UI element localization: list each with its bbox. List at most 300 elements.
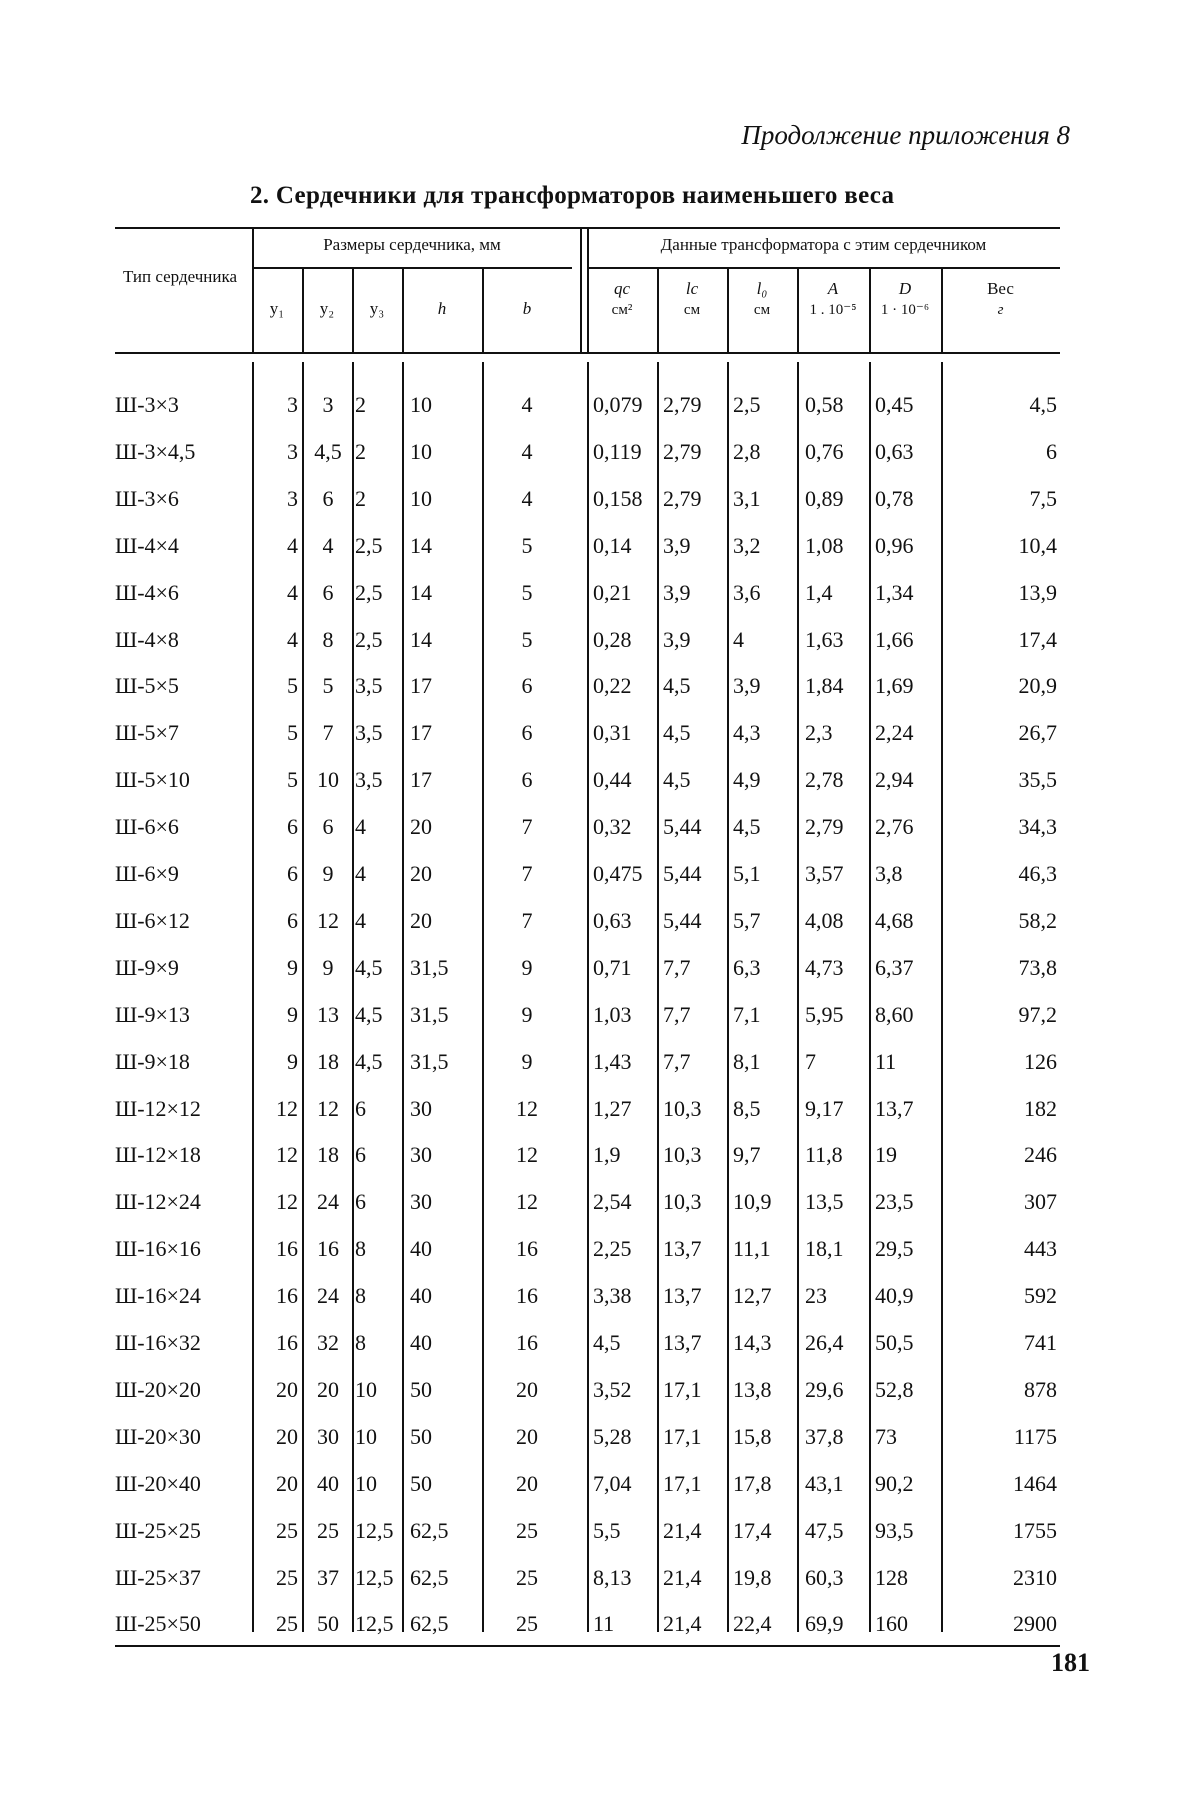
header-vrule	[587, 227, 589, 352]
header-y3: у₃	[369, 299, 385, 318]
table-cell-type: Ш-5×10	[115, 767, 190, 793]
header-D-unit: 1 · 10⁻⁶	[880, 301, 930, 318]
table-cell-type: Ш-6×9	[115, 861, 179, 886]
header-vrule	[727, 267, 729, 352]
table-cell-b: 7	[521, 907, 533, 933]
dims-group-rule	[252, 267, 572, 269]
table-cell-qc: 0,44	[593, 767, 632, 793]
table-cell-A: 13,5	[805, 1189, 844, 1215]
table-cell-lc: 10,3	[663, 1095, 702, 1121]
data-table	[115, 227, 1075, 1647]
table-cell-D: 19	[875, 1142, 897, 1168]
table-cell-h: 10	[410, 438, 432, 464]
table-cell-A: 11,8	[805, 1142, 843, 1168]
table-cell-lc: 2,79	[663, 438, 702, 464]
table-cell-type: Ш-20×40	[115, 1470, 201, 1496]
table-cell-weight: 4,5	[1029, 392, 1057, 417]
table-cell-b: 16	[516, 1283, 538, 1309]
table-cell-b: 20	[516, 1376, 538, 1402]
table-cell-l0: 3,1	[733, 485, 761, 511]
table-cell-y2: 8	[322, 626, 334, 652]
table-cell-l0: 2,5	[733, 392, 761, 417]
table-cell-h: 50	[410, 1470, 432, 1496]
table-cell-y3: 10	[355, 1470, 377, 1496]
table-cell-A: 1,4	[805, 579, 833, 605]
header-h-label: h	[437, 299, 447, 318]
table-cell-y2: 4	[322, 532, 334, 558]
table-cell-y2: 3	[322, 392, 334, 417]
table-cell-l0: 6,3	[733, 954, 761, 980]
table-cell-type: Ш-3×6	[115, 485, 179, 511]
table-cell-lc: 7,7	[663, 1001, 691, 1027]
table-cell-y3: 4	[355, 907, 366, 933]
table-cell-type: Ш-20×30	[115, 1423, 201, 1449]
table-cell-b: 20	[516, 1470, 538, 1496]
header-vrule	[352, 267, 354, 352]
table-cell-y1: 12	[276, 1142, 298, 1168]
table-cell-h: 10	[410, 485, 432, 511]
table-cell-y2: 18	[317, 1142, 339, 1168]
body-vrule	[869, 362, 871, 1632]
table-cell-D: 6,37	[875, 954, 914, 980]
table-cell-h: 31,5	[410, 1001, 449, 1027]
table-cell-l0: 10,9	[733, 1189, 772, 1215]
table-cell-y1: 12	[276, 1189, 298, 1215]
table-cell-y2: 10	[317, 767, 339, 793]
table-cell-qc: 1,9	[593, 1142, 621, 1168]
table-cell-b: 7	[521, 814, 533, 840]
header-lc-unit: см	[683, 301, 701, 318]
table-cell-lc: 4,5	[663, 720, 691, 746]
table-cell-A: 0,76	[805, 438, 844, 464]
page-number: 181	[1051, 1648, 1090, 1677]
table-cell-qc: 5,28	[593, 1423, 632, 1449]
table-cell-b: 9	[521, 1048, 533, 1074]
table-cell-lc: 13,7	[663, 1236, 702, 1262]
table-cell-y3: 4,5	[355, 954, 383, 980]
body-vrule	[352, 362, 354, 1632]
table-cell-A: 2,3	[805, 720, 833, 746]
table-cell-type: Ш-16×32	[115, 1330, 201, 1355]
table-cell-h: 17	[410, 720, 432, 746]
table-cell-lc: 17,1	[663, 1470, 702, 1496]
table-cell-h: 62,5	[410, 1611, 449, 1637]
table-cell-b: 12	[516, 1142, 538, 1168]
header-group-dimensions: Размеры сердечника, мм	[323, 235, 501, 254]
table-cell-lc: 2,79	[663, 392, 702, 417]
table-cell-l0: 5,7	[733, 907, 761, 933]
table-cell-h: 31,5	[410, 1048, 449, 1074]
table-cell-y1: 25	[276, 1517, 298, 1543]
table-cell-weight: 46,3	[1018, 861, 1057, 886]
table-cell-qc: 0,14	[593, 532, 632, 558]
table-cell-D: 0,78	[875, 485, 914, 511]
table-cell-weight: 58,2	[1018, 907, 1057, 933]
table-cell-h: 14	[410, 579, 432, 605]
table-cell-b: 16	[516, 1330, 538, 1355]
table-cell-y1: 4	[287, 626, 298, 652]
table-cell-A: 5,95	[805, 1001, 844, 1027]
table-cell-l0: 3,2	[733, 532, 761, 558]
table-cell-l0: 8,5	[733, 1095, 761, 1121]
table-cell-A: 37,8	[805, 1423, 844, 1449]
table-cell-y3: 2,5	[355, 626, 383, 652]
table-cell-weight: 126	[1024, 1048, 1057, 1074]
table-cell-y3: 6	[355, 1189, 366, 1215]
table-cell-h: 10	[410, 392, 432, 417]
table-cell-qc: 1,03	[593, 1001, 632, 1027]
table-cell-y2: 30	[317, 1423, 339, 1449]
table-cell-D: 0,96	[875, 532, 914, 558]
table-cell-y2: 9	[322, 954, 334, 980]
header-y1: у₁	[269, 299, 285, 318]
table-cell-y2: 32	[317, 1330, 339, 1355]
table-cell-D: 2,76	[875, 814, 914, 840]
header-l0-symbol: l₀	[756, 279, 768, 298]
table-cell-y3: 4	[355, 861, 366, 886]
table-cell-y2: 40	[317, 1470, 339, 1496]
table-cell-y2: 13	[317, 1001, 339, 1027]
table-cell-y2: 4,5	[314, 438, 342, 464]
header-vrule	[869, 267, 871, 352]
table-cell-weight: 182	[1024, 1095, 1057, 1121]
table-cell-qc: 0,22	[593, 673, 632, 699]
table-cell-D: 160	[875, 1611, 908, 1637]
table-cell-b: 6	[521, 767, 533, 793]
table-cell-y1: 4	[287, 532, 298, 558]
table-cell-l0: 13,8	[733, 1376, 772, 1402]
table-cell-l0: 4,9	[733, 767, 761, 793]
table-cell-y1: 3	[287, 392, 298, 417]
table-cell-l0: 2,8	[733, 438, 761, 464]
table-cell-h: 50	[410, 1376, 432, 1402]
table-cell-y3: 4	[355, 814, 366, 840]
table-cell-h: 40	[410, 1283, 432, 1309]
table-cell-qc: 5,5	[593, 1517, 621, 1543]
table-cell-type: Ш-12×18	[115, 1142, 201, 1168]
table-cell-qc: 3,52	[593, 1376, 632, 1402]
table-cell-qc: 8,13	[593, 1564, 632, 1590]
header-vrule	[657, 267, 659, 352]
table-cell-A: 2,78	[805, 767, 844, 793]
table-cell-y1: 6	[287, 814, 298, 840]
table-cell-lc: 10,3	[663, 1142, 702, 1168]
table-cell-b: 9	[521, 1001, 533, 1027]
table-cell-qc: 2,54	[593, 1189, 632, 1215]
table-cell-y2: 12	[317, 1095, 339, 1121]
table-cell-lc: 13,7	[663, 1283, 702, 1309]
table-cell-type: Ш-25×25	[115, 1517, 201, 1543]
table-cell-b: 4	[521, 438, 533, 464]
table-cell-D: 4,68	[875, 907, 914, 933]
table-cell-h: 20	[410, 861, 432, 886]
table-cell-qc: 1,43	[593, 1048, 632, 1074]
table-cell-l0: 17,4	[733, 1517, 772, 1543]
table-cell-y1: 5	[287, 767, 298, 793]
table-cell-weight: 6	[1046, 438, 1057, 464]
table-cell-type: Ш-25×50	[115, 1611, 201, 1637]
table-cell-weight: 307	[1024, 1189, 1057, 1215]
table-cell-lc: 5,44	[663, 814, 702, 840]
header-b-label: b	[522, 299, 532, 318]
table-cell-qc: 0,158	[593, 485, 643, 511]
table-cell-b: 4	[521, 485, 533, 511]
table-cell-y1: 16	[276, 1283, 298, 1309]
table-cell-b: 5	[521, 626, 533, 652]
header-vrule	[941, 267, 943, 352]
table-cell-type: Ш-16×16	[115, 1236, 201, 1262]
table-cell-b: 25	[516, 1611, 538, 1637]
table-cell-type: Ш-12×24	[115, 1189, 201, 1215]
table-cell-h: 14	[410, 532, 432, 558]
header-vrule	[402, 267, 404, 352]
table-cell-qc: 4,5	[593, 1330, 621, 1355]
table-cell-qc: 2,25	[593, 1236, 632, 1262]
header-lc	[657, 279, 727, 319]
table-cell-y1: 4	[287, 579, 298, 605]
table-cell-y2: 9	[322, 861, 334, 886]
table-cell-b: 12	[516, 1189, 538, 1215]
table-cell-y3: 3,5	[355, 767, 383, 793]
table-cell-h: 20	[410, 814, 432, 840]
table-cell-y3: 8	[355, 1283, 366, 1309]
body-vrule	[302, 362, 304, 1632]
header-vrule	[482, 267, 484, 352]
table-cell-lc: 5,44	[663, 861, 702, 886]
table-cell-A: 0,89	[805, 485, 844, 511]
header-l0	[727, 279, 797, 319]
table-cell-qc: 0,31	[593, 720, 632, 746]
table-cell-lc: 21,4	[663, 1564, 702, 1590]
table-cell-y2: 20	[317, 1376, 339, 1402]
table-cell-b: 12	[516, 1095, 538, 1121]
table-cell-b: 7	[521, 861, 533, 886]
table-cell-D: 52,8	[875, 1376, 914, 1402]
header-D	[869, 279, 941, 319]
header-qc	[587, 279, 657, 319]
table-cell-y3: 12,5	[355, 1564, 394, 1590]
table-cell-y3: 2,5	[355, 532, 383, 558]
table-cell-y3: 2	[355, 485, 366, 511]
table-cell-y3: 2	[355, 392, 366, 417]
table-cell-lc: 13,7	[663, 1330, 702, 1355]
table-cell-weight: 1464	[1013, 1470, 1057, 1496]
table-cell-weight: 35,5	[1018, 767, 1057, 793]
table-cell-y1: 16	[276, 1236, 298, 1262]
table-cell-y1: 16	[276, 1330, 298, 1355]
table-cell-y1: 5	[287, 720, 298, 746]
table-cell-type: Ш-4×4	[115, 532, 179, 558]
table-cell-y1: 5	[287, 673, 298, 699]
table-cell-h: 14	[410, 626, 432, 652]
table-cell-A: 69,9	[805, 1611, 844, 1637]
table-cell-qc: 0,71	[593, 954, 632, 980]
table-bottom-rule	[115, 1645, 1060, 1647]
table-cell-lc: 17,1	[663, 1376, 702, 1402]
table-cell-lc: 4,5	[663, 673, 691, 699]
table-cell-h: 17	[410, 673, 432, 699]
table-cell-y3: 12,5	[355, 1611, 394, 1637]
table-cell-l0: 4	[733, 626, 744, 652]
table-cell-type: Ш-9×13	[115, 1001, 190, 1027]
table-cell-weight: 1755	[1013, 1517, 1057, 1543]
table-cell-A: 26,4	[805, 1330, 844, 1355]
table-cell-y2: 6	[322, 579, 334, 605]
table-cell-lc: 3,9	[663, 532, 691, 558]
table-cell-lc: 7,7	[663, 954, 691, 980]
table-cell-weight: 17,4	[1018, 626, 1057, 652]
header-vrule	[302, 267, 304, 352]
table-cell-qc: 0,21	[593, 579, 632, 605]
table-cell-type: Ш-20×20	[115, 1376, 201, 1402]
table-cell-y2: 37	[317, 1564, 339, 1590]
table-cell-type: Ш-9×9	[115, 954, 179, 980]
table-cell-l0: 17,8	[733, 1470, 772, 1496]
table-cell-l0: 19,8	[733, 1564, 772, 1590]
table-cell-D: 0,45	[875, 392, 914, 417]
table-cell-l0: 22,4	[733, 1611, 772, 1637]
table-cell-lc: 5,44	[663, 907, 702, 933]
header-weight-unit: г	[997, 301, 1004, 318]
header-bottom-rule	[115, 352, 1060, 354]
table-cell-qc: 11	[593, 1611, 615, 1637]
header-qc-symbol: qс	[613, 279, 631, 298]
table-cell-l0: 3,9	[733, 673, 761, 699]
table-cell-D: 50,5	[875, 1330, 914, 1355]
table-cell-type: Ш-9×18	[115, 1048, 190, 1074]
table-cell-h: 62,5	[410, 1564, 449, 1590]
table-cell-A: 1,63	[805, 626, 844, 652]
table-cell-h: 30	[410, 1189, 432, 1215]
table-cell-y1: 20	[276, 1423, 298, 1449]
table-cell-weight: 592	[1024, 1283, 1057, 1309]
table-cell-l0: 15,8	[733, 1423, 772, 1449]
table-cell-D: 2,94	[875, 767, 914, 793]
table-cell-weight: 741	[1024, 1330, 1057, 1355]
table-cell-l0: 11,1	[733, 1236, 771, 1262]
table-cell-A: 29,6	[805, 1376, 844, 1402]
header-A	[797, 279, 869, 319]
table-cell-qc: 7,04	[593, 1470, 632, 1496]
running-head: Продолжение приложения 8	[741, 120, 1070, 150]
table-cell-b: 6	[521, 720, 533, 746]
table-cell-lc: 7,7	[663, 1048, 691, 1074]
table-cell-type: Ш-16×24	[115, 1283, 201, 1309]
table-cell-type: Ш-4×6	[115, 579, 179, 605]
table-cell-lc: 3,9	[663, 579, 691, 605]
header-h	[402, 299, 482, 319]
header-type: Тип сердечника	[122, 267, 238, 286]
table-cell-y2: 24	[317, 1283, 339, 1309]
table-cell-h: 20	[410, 907, 432, 933]
table-cell-qc: 1,27	[593, 1095, 632, 1121]
table-cell-l0: 9,7	[733, 1142, 761, 1168]
table-cell-b: 5	[521, 532, 533, 558]
table-cell-y3: 2	[355, 438, 366, 464]
table-cell-h: 30	[410, 1142, 432, 1168]
table-cell-y3: 8	[355, 1236, 366, 1262]
table-cell-lc: 2,79	[663, 485, 702, 511]
table-cell-y3: 12,5	[355, 1517, 394, 1543]
table-cell-l0: 12,7	[733, 1283, 772, 1309]
table-cell-l0: 8,1	[733, 1048, 761, 1074]
table-cell-b: 4	[521, 392, 533, 417]
table-cell-b: 25	[516, 1517, 538, 1543]
table-cell-lc: 4,5	[663, 767, 691, 793]
table-cell-l0: 5,1	[733, 861, 761, 886]
table-cell-D: 73	[875, 1423, 897, 1449]
table-cell-l0: 4,3	[733, 720, 761, 746]
table-cell-h: 17	[410, 767, 432, 793]
table-cell-y2: 12	[317, 907, 339, 933]
table-cell-weight: 878	[1024, 1376, 1057, 1402]
table-cell-y3: 3,5	[355, 673, 383, 699]
table-cell-l0: 3,6	[733, 579, 761, 605]
header-D-symbol: D	[898, 279, 912, 298]
table-cell-h: 40	[410, 1236, 432, 1262]
table-cell-A: 4,73	[805, 954, 844, 980]
table-cell-type: Ш-4×8	[115, 626, 179, 652]
table-cell-y2: 6	[322, 485, 334, 511]
table-cell-weight: 7,5	[1029, 485, 1057, 511]
table-cell-A: 18,1	[805, 1236, 844, 1262]
table-cell-b: 20	[516, 1423, 538, 1449]
table-cell-weight: 34,3	[1018, 814, 1057, 840]
header-weight-label: Вес	[987, 279, 1014, 298]
table-cell-type: Ш-25×37	[115, 1564, 201, 1590]
table-cell-type: Ш-6×12	[115, 907, 190, 933]
table-cell-D: 2,24	[875, 720, 914, 746]
table-cell-y3: 6	[355, 1142, 366, 1168]
table-cell-lc: 17,1	[663, 1423, 702, 1449]
table-cell-A: 43,1	[805, 1470, 844, 1496]
table-cell-h: 30	[410, 1095, 432, 1121]
table-cell-D: 29,5	[875, 1236, 914, 1262]
table-cell-y1: 6	[287, 907, 298, 933]
table-cell-A: 7	[805, 1048, 816, 1074]
table-cell-y3: 10	[355, 1376, 377, 1402]
table-cell-D: 3,8	[875, 861, 903, 886]
table-cell-y2: 6	[322, 814, 334, 840]
table-cell-D: 8,60	[875, 1001, 914, 1027]
table-cell-y2: 50	[317, 1611, 339, 1637]
table-cell-qc: 0,63	[593, 907, 632, 933]
table-cell-l0: 4,5	[733, 814, 761, 840]
table-cell-lc: 3,9	[663, 626, 691, 652]
header-qc-unit: см²	[611, 301, 633, 318]
table-cell-D: 1,66	[875, 626, 914, 652]
table-cell-D: 1,69	[875, 673, 914, 699]
header-vrule	[252, 227, 254, 352]
table-cell-y1: 20	[276, 1376, 298, 1402]
table-cell-type: Ш-5×5	[115, 673, 179, 699]
table-cell-y1: 20	[276, 1470, 298, 1496]
table-cell-y1: 9	[287, 1048, 298, 1074]
table-cell-D: 0,63	[875, 438, 914, 464]
table-cell-qc: 3,38	[593, 1283, 632, 1309]
table-cell-A: 4,08	[805, 907, 844, 933]
table-cell-A: 1,84	[805, 673, 844, 699]
table-cell-y1: 25	[276, 1564, 298, 1590]
header-y2: у₂	[319, 299, 335, 318]
table-cell-h: 50	[410, 1423, 432, 1449]
table-cell-D: 93,5	[875, 1517, 914, 1543]
table-cell-type: Ш-3×4,5	[115, 438, 196, 464]
table-cell-qc: 0,119	[593, 438, 642, 464]
table-cell-y1: 3	[287, 485, 298, 511]
header-lc-symbol: lс	[685, 279, 699, 298]
table-cell-y3: 4,5	[355, 1048, 383, 1074]
